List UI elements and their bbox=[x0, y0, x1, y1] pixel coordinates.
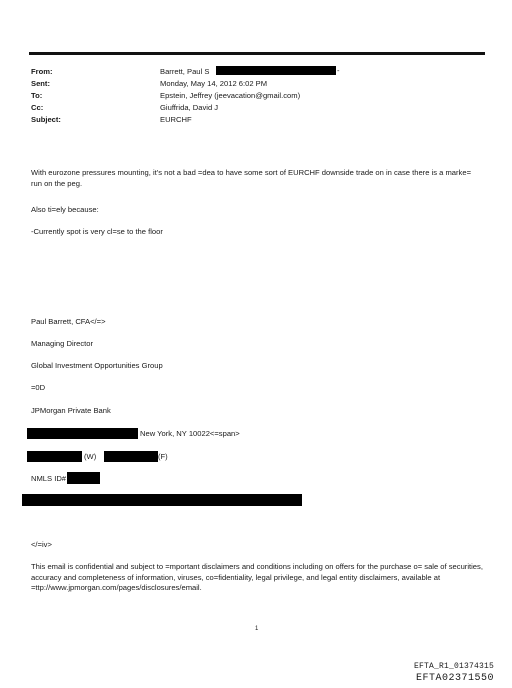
cc-value: Giuffrida, David J bbox=[160, 103, 219, 112]
signature-nmls: NMLS ID# bbox=[31, 474, 67, 483]
subject-label: Subject: bbox=[31, 115, 61, 124]
signature-phone-w: (W) bbox=[84, 452, 97, 461]
footer-id-1: EFTA_R1_01374315 bbox=[413, 662, 494, 671]
redaction-phone-w bbox=[27, 451, 82, 462]
from-value: Barrett, Paul S bbox=[160, 67, 210, 76]
subject-value: EURCHF bbox=[160, 115, 192, 124]
signature-phone-f: (F) bbox=[158, 452, 168, 461]
to-label: To: bbox=[31, 91, 43, 100]
signature-address: New York, NY 10022<=span> bbox=[140, 429, 240, 438]
cc-label: Cc: bbox=[31, 103, 44, 112]
signature-name: Paul Barrett, CFA</=> bbox=[31, 317, 106, 326]
redaction-line bbox=[22, 494, 302, 506]
sent-label: Sent: bbox=[31, 79, 50, 88]
closing-div: </=iv> bbox=[31, 540, 52, 549]
signature-group: Global Investment Opportunities Group bbox=[31, 361, 163, 370]
body-paragraph-3: -Currently spot is very cl=se to the floor bbox=[31, 227, 163, 236]
top-rule bbox=[29, 52, 485, 55]
signature-title: Managing Director bbox=[31, 339, 94, 348]
redaction-phone-f bbox=[104, 451, 158, 462]
redaction-from-email bbox=[216, 66, 336, 75]
body-paragraph-1: With eurozone pressures mounting, it's not a bad =dea to have some sort of EURCHF downside trade on in case there is a marke= run on the peg. bbox=[31, 168, 472, 188]
signature-od: =0D bbox=[31, 383, 46, 392]
body-paragraph-2: Also ti=ely because: bbox=[31, 205, 99, 214]
redaction-nmls bbox=[67, 472, 100, 484]
footer-id-2: EFTA02371550 bbox=[415, 673, 494, 684]
sent-value: Monday, May 14, 2012 6:02 PM bbox=[160, 79, 268, 88]
redaction-address bbox=[27, 428, 138, 439]
disclaimer-text: This email is confidential and subject to =mportant disclaimers and conditions including on offers for the purchase o= sale of securities, accuracy and completeness of information, viruses, co=fidentiality, legal privilege, and legal entity disclaimers, available at =ttp://www.jpmorgan.com/pages/disclosures/email. bbox=[31, 562, 483, 592]
signature-bank: JPMorgan Private Bank bbox=[31, 406, 111, 415]
to-value: Epstein, Jeffrey (jeevacation@gmail.com) bbox=[160, 91, 301, 100]
page-number: 1 bbox=[255, 626, 259, 632]
from-dash: - bbox=[337, 66, 340, 75]
from-label: From: bbox=[31, 67, 53, 76]
